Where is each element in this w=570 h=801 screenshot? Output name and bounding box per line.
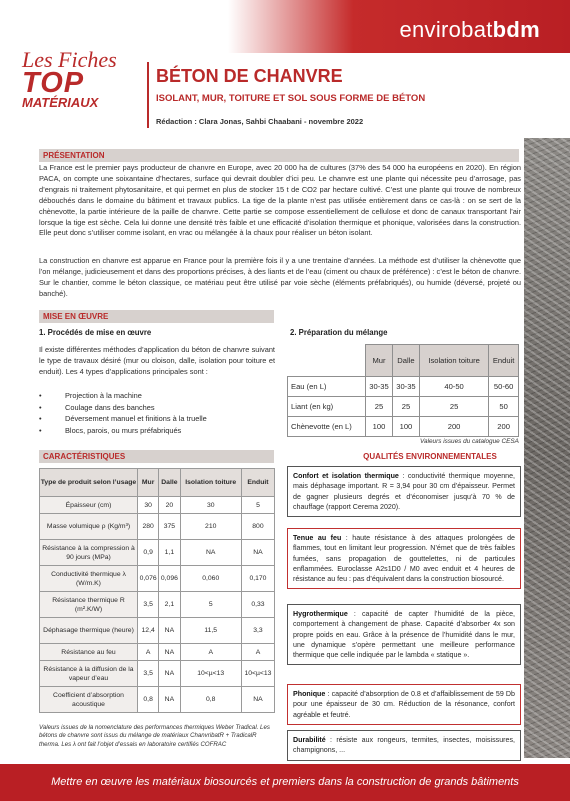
procedes-text: Il existe différentes méthodes d’application du béton de chanvre suivant le type de travaux désiré (mur ou cloison, dalle, isolation pour toiture et enduit). Les 4 types d’applications principales sont :	[39, 345, 275, 376]
box-hygrothermique: Hygrothermique : capacité de capter l’humidité de la pièce, comportement à changement de phase. Capacité d’absorber 4x son propre poids en eau. Grâce à la présence de l’humidité dans le mur, une dynamique s’opère permettant une meilleure performance thermique que celle indiquée par le lambda « statique ».	[287, 604, 521, 665]
page-title: BÉTON DE CHANVRE	[156, 66, 343, 86]
page-subtitle: ISOLANT, MUR, TOITURE ET SOL SOUS FORME DE BÉTON	[156, 93, 426, 104]
list-item: • Coulage dans des banches	[39, 402, 275, 414]
table-row: Mur Dalle Isolation toiture Enduit	[288, 345, 519, 377]
table-row: Chènevotte (en L) 100 100 200 200	[288, 417, 519, 437]
table-row: Épaisseur (cm) 30 20 30 5	[40, 497, 275, 514]
section-mise-en-oeuvre: MISE EN ŒUVRE	[39, 310, 274, 323]
list-item: • Blocs, parois, ou murs préfabriqués	[39, 425, 275, 437]
section-qualites: QUALITÉS ENVIRONNEMENTALES	[363, 452, 497, 461]
caracteristiques-table	[39, 468, 275, 713]
header-banner	[0, 0, 570, 53]
table-row: Liant (en kg) 25 25 25 50	[288, 397, 519, 417]
preparation-table	[287, 344, 519, 437]
table-row: Résistance au feu A NA A A	[40, 644, 275, 661]
top-materiaux-logo: Les Fiches TOP MATÉRIAUX	[22, 47, 117, 110]
list-item: • Déversement manuel et finitions à la truelle	[39, 413, 275, 425]
table-row: Type de produit selon l’usage Mur Dalle Isolation toiture Enduit	[40, 469, 275, 497]
table-row: Déphasage thermique (heure) 12,4 NA 11,5 3,3	[40, 618, 275, 644]
preparation-caption: Valeurs issues du catalogue CESA	[420, 438, 519, 445]
table-row: Résistance à la diffusion de la vapeur d’eau 3,5 NA 10<µ<13 10<µ<13	[40, 661, 275, 687]
footer-banner: Mettre en œuvre les matériaux biosourcés et premiers dans la construction de grands bâtiments	[0, 764, 570, 801]
list-item: • Projection à la machine	[39, 390, 275, 402]
table-row: Résistance à la compression à 90 jours (MPa) 0,9 1,1 NA NA	[40, 540, 275, 566]
box-phonique: Phonique : capacité d’absorption de 0.8 et d’affaiblissement de 59 Db pour une épaisseur de 30 cm. Réduction de la résonance, confort agréable et feutré.	[287, 684, 521, 725]
box-durabilite: Durabilité : résiste aux rongeurs, termites, insectes, moisissures, champignons, ...	[287, 730, 521, 761]
caracteristiques-note: Valeurs issues de la nomenclature des performances thermiques Weber Tradical. Les bétons de chanvre sont issus du mélange de matériaux ChanvribatR + TradicalR therma. Les λ ont fait l’objet d’essais en laboratoire certifiés COFRAC	[39, 724, 270, 748]
subsection-procedes: 1. Procédés de mise en œuvre	[39, 328, 152, 337]
table-row: Conductivité thermique λ (W/m.K) 0,076 0,096 0,060 0,170	[40, 566, 275, 592]
section-caracteristiques: CARACTÉRISTIQUES	[39, 450, 274, 463]
presentation-paragraph-1: La France est le premier pays producteur de chanvre en Europe, avec 20 000 ha de cultures (37% des 54 000 ha européens en 2020). En région PACA, on compte une soixantaine d’hectares, surface qui devrait doubler d’ici peu. Le chanvre est une plante qui nécessite peu d’arrosage, pas d’engrais ni traitement phytosanitaire, et qui permet en plus de stocker 15 t de CO2 par hectare cultivé. C’est une plante qui trouve de nombreux débouchés dans le domaine du bâtiment et travaux publics. La tige de la plante n’est pas utilisée entièrement dans ce cas-là : on se sert de la chènevotte, la partie intérieure de la paille de chanvre. Cette partie se compose essentiellement de cellulose et donc de canaux transportant l’air lorsque la tige est sèche. Cela lui donne une densité très faible et une efficacité d’isolation thermique et phonique, valorisées dans la construction. Elle peut donc s’utiliser comme isolant, en vrac ou mélangée à la chaux pour réaliser un béton isolant.	[39, 163, 521, 238]
methods-list	[39, 390, 275, 436]
section-presentation: PRÉSENTATION	[39, 149, 519, 162]
subsection-preparation: 2. Préparation du mélange	[290, 328, 388, 337]
title-divider	[147, 62, 149, 128]
presentation-paragraph-2: La construction en chanvre est apparue en France pour la première fois il y a une trentaine d’années. La méthode est d’utiliser la chènevotte que l’on mélange, judicieusement et dans des proportions précises, à des liants et de l’eau (ciment ou chaux de préférence) : c’est le béton de chanvre. Sur le chantier, comme le béton classique, ce matériau peut être utilisé par voie sèche (éléments préfabriqués), ou humide (déversé, projeté ou banché).	[39, 256, 521, 298]
box-confort-thermique: Confort et isolation thermique : conductivité thermique moyenne, mais déphasage important. R = 3,94 pour 30 cm d’épaisseur. Permet de gagner plusieurs degrés et d’économiser jusqu’à 70 % de chauffage (rapport Cerema 2020).	[287, 466, 521, 517]
table-row: Coefficient d’absorption acoustique 0,8 NA 0,8 NA	[40, 687, 275, 713]
table-row: Masse volumique ρ (Kg/m³) 280 375 210 800	[40, 514, 275, 540]
table-row: Résistance thermique R (m².K/W) 3,5 2,1 5 0,33	[40, 592, 275, 618]
author-line: Rédaction : Clara Jonas, Sahbi Chaabani - novembre 2022	[156, 117, 364, 126]
table-row: Eau (en L) 30-35 30-35 40-50 50-60	[288, 377, 519, 397]
box-tenue-au-feu: Tenue au feu : haute résistance à des attaques prolongées de flammes, tout en limitant leur progression. N’émet que de très faibles fumées, sans propagation de gouttelettes, ni de particules enflammées. Euroclasse A2s1D0 / M0 avec enduit et 4 heures de résistance au feu : pas d’équivalent dans la construction biosourcé.	[287, 528, 521, 589]
envirobat-logo[interactable]: envirobatbdm	[399, 17, 540, 42]
hemp-concrete-photo	[524, 138, 570, 758]
